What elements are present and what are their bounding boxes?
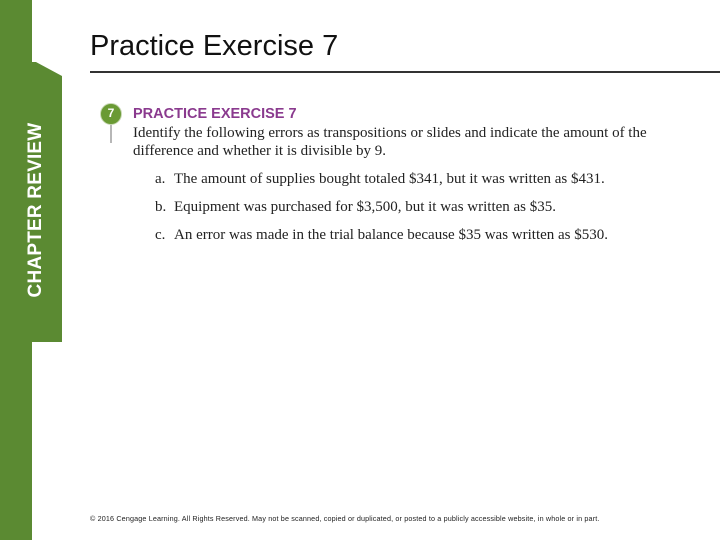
list-item [155, 198, 695, 226]
list-item [155, 170, 695, 198]
sidebar-strip-bottom [0, 342, 32, 540]
exercise-heading: PRACTICE EXERCISE 7 [133, 106, 297, 122]
exercise-instruction: Identify the following errors as transpositions or slides and indicate the amount of the difference and whether it is divisible by 9. [133, 125, 647, 159]
page-title: Practice Exercise 7 [90, 30, 339, 62]
item-text: Equipment was purchased for $3,500, but it was written as $35. [174, 199, 557, 215]
item-marker: b. [155, 199, 167, 215]
exercise-items [155, 170, 695, 254]
sidebar-label: CHAPTER REVIEW [25, 122, 46, 298]
badge-pin [110, 123, 112, 143]
item-text: An error was made in the trial balance because $35 was written as $530. [174, 227, 609, 243]
list-item [155, 226, 695, 254]
sidebar-strip-top [0, 0, 32, 62]
item-text: The amount of supplies bought totaled $341, but it was written as $431. [174, 171, 605, 187]
item-marker: a. [155, 171, 166, 187]
exercise-number-icon: 7 [100, 103, 122, 125]
title-divider [90, 71, 720, 73]
copyright-footer: © 2016 Cengage Learning. All Rights Reserved. May not be scanned, copied or duplicated, or posted to a publicly accessible website, in whole or in part. [90, 514, 600, 523]
item-marker: c. [155, 227, 166, 243]
exercise-badge [100, 103, 122, 125]
chapter-sidebar [0, 0, 62, 540]
